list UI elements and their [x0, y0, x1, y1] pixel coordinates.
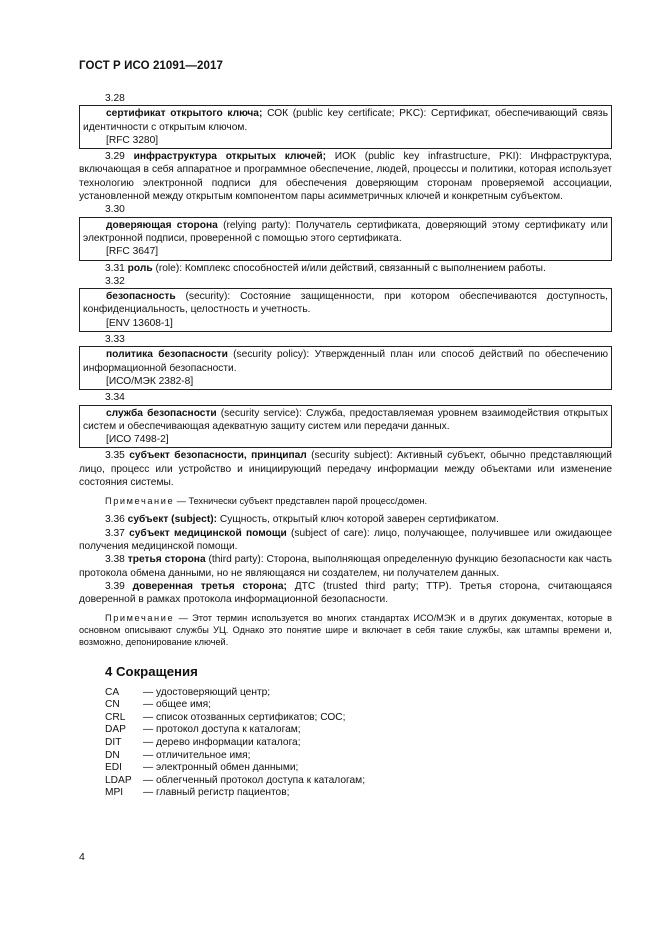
abbreviation-item	[79, 712, 612, 725]
term-number: 3.39	[105, 580, 125, 592]
term-definition: СОК (public key certificate; PKC): Сертификат, обеспечивающий связь идентичности с открытым ключом.	[83, 108, 609, 133]
abbreviation-definition: — электронный обмен данными;	[143, 762, 299, 774]
abbreviation-definition: — протокол доступа к каталогам;	[143, 724, 301, 736]
abbreviation: LDAP	[105, 774, 132, 786]
term-definition: (subject of care): лицо, получающее, получившее или ожидающее получения медицинской помощи.	[79, 527, 612, 552]
term-reference: [ИСО/МЭК 2382-8]	[106, 375, 194, 387]
term-number: 3.37	[105, 527, 125, 539]
term-definition: (security service): Служба, предоставляемая уровнем взаимодействия открытых систем и обеспечивающая адекватную защиту систем или передачи данных.	[83, 407, 608, 432]
term-title: роль	[127, 262, 153, 274]
term-paragraph	[79, 553, 612, 580]
term-definition: (role): Комплекс способностей и/или действий, связанный с выполнением работы.	[152, 262, 546, 274]
term-reference: [RFC 3647]	[106, 246, 159, 258]
term-box	[79, 346, 612, 390]
term-number: 3.34	[105, 392, 125, 404]
term-title: субъект медицинской помощи	[129, 527, 287, 539]
term-title: служба безопасности	[106, 407, 217, 419]
abbreviation-item	[79, 775, 612, 788]
abbreviation: MPI	[105, 787, 124, 799]
term-number: 3.30	[105, 204, 125, 216]
abbreviation-item	[79, 687, 612, 700]
term-title: инфраструктура открытых ключей;	[133, 151, 327, 163]
note	[79, 495, 612, 507]
abbreviation: CN	[105, 699, 120, 711]
term-reference: [RFC 3280]	[106, 134, 159, 146]
term-box	[79, 405, 612, 449]
term-box	[79, 288, 612, 332]
abbreviation-definition: — отличительное имя;	[143, 749, 251, 761]
term-number: 3.33	[105, 334, 125, 346]
abbreviation: EDI	[105, 762, 122, 774]
abbreviation-item	[79, 750, 612, 763]
abbreviation-definition: — главный регистр пациентов;	[143, 787, 290, 799]
term-paragraph	[79, 150, 612, 203]
term-number: 3.28	[105, 93, 125, 104]
term-title: третья сторона	[127, 554, 206, 566]
note	[79, 612, 612, 648]
term-box	[79, 105, 612, 149]
term-title: субъект безопасности, принципал	[129, 450, 307, 462]
term-number: 3.29	[105, 151, 125, 163]
note-label: Примечание	[105, 496, 175, 507]
term-box	[79, 217, 612, 261]
term-title: безопасность	[106, 291, 176, 303]
abbreviation-definition: — облегченный протокол доступа к каталогам;	[143, 774, 366, 786]
term-definition: (security policy): Утвержденный план или способ действий по обеспечению информационной безопасности.	[83, 349, 608, 374]
term-definition: (relying party): Получатель сертификата, доверяющий этому сертификату или электронной подписи, проверенной с помощью этого сертификата.	[83, 219, 608, 244]
abbreviation-definition: — дерево информации каталога;	[143, 737, 301, 749]
term-title: доверенная третья сторона;	[132, 580, 287, 592]
abbreviation-definition: — общее имя;	[143, 699, 211, 711]
abbreviation: DAP	[105, 724, 126, 736]
term-title: доверяющая сторона	[106, 219, 218, 231]
term-definition: (third party): Сторона, выполняющая определенную функцию безопасности как часть протокола обмена данными, но не являющаяся ни создателем, ни получателем данных.	[79, 554, 612, 579]
term-number: 3.38	[105, 554, 125, 566]
term-number: 3.35	[105, 450, 125, 462]
note-text: — Этот термин используется во многих стандартах ИСО/МЭК и в других документах, которые в основном описывают службы УЦ. Однако это понятие шире и включает в себя такие службы, как штампы времени и, возможно, депонирование ключей.	[79, 613, 612, 648]
abbreviation-item	[79, 737, 612, 750]
abbreviation-item	[79, 762, 612, 775]
term-definition: ИОК (public key infrastructure, PKI): Инфраструктура, включающая в себя аппаратное и программное обеспечение, людей, процессы и политики, которая использует технологию электронной подписи для обеспечения доверяющим сторонам проверяемой ассоциации, установленной между открытым компонентом пары асимметричных ключей и конкретным субъектом.	[79, 151, 612, 203]
term-number: 3.36	[105, 514, 125, 526]
term-reference: [ENV 13608-1]	[106, 317, 173, 329]
term-definition: ДТС (trusted third party; TTP). Третья сторона, считающаяся доверенной в рамках протокола информационной безопасности.	[79, 580, 612, 606]
abbreviation-list	[79, 687, 612, 800]
abbreviation-definition: — удостоверяющий центр;	[143, 686, 271, 698]
abbreviation-item	[79, 787, 612, 800]
term-paragraph	[79, 449, 612, 489]
term-definition: (security subject): Активный субъект, обычно представляющий лицо, процесс или устройство и инициирующий передачу информации между объектами или изменение состояния системы.	[79, 450, 612, 489]
abbreviation: DIT	[105, 737, 122, 749]
term-title: субъект (subject):	[127, 514, 218, 526]
term-paragraph	[79, 580, 612, 607]
abbreviation: DN	[105, 749, 120, 761]
abbreviation-item	[79, 724, 612, 737]
abbreviation: CA	[105, 686, 120, 698]
section-heading: 4 Сокращения	[105, 664, 198, 680]
page-number: 4	[79, 851, 85, 863]
document-header: ГОСТ Р ИСО 21091—2017	[79, 60, 224, 72]
note-label: Примечание	[105, 613, 175, 624]
abbreviation-item	[79, 699, 612, 712]
term-number: 3.32	[105, 275, 125, 287]
abbreviation: CRL	[105, 711, 126, 723]
term-number: 3.31	[105, 262, 125, 274]
note-text: — Технически субъект представлен парой процесс/домен.	[174, 496, 428, 507]
term-paragraph	[79, 262, 612, 275]
term-paragraph	[79, 527, 612, 554]
term-title: политика безопасности	[106, 349, 228, 361]
term-definition: Сущность, открытый ключ которой заверен сертификатом.	[217, 514, 499, 526]
term-definition: (security): Состояние защищенности, при котором обеспечиваются доступность, конфиденциальность, целостность и учетность.	[83, 291, 608, 316]
term-title: сертификат открытого ключа;	[106, 108, 263, 120]
term-reference: [ИСО 7498-2]	[106, 434, 169, 446]
abbreviation-definition: — список отозванных сертификатов; СОС;	[143, 711, 346, 723]
term-paragraph	[79, 513, 612, 526]
document-body	[79, 92, 612, 800]
